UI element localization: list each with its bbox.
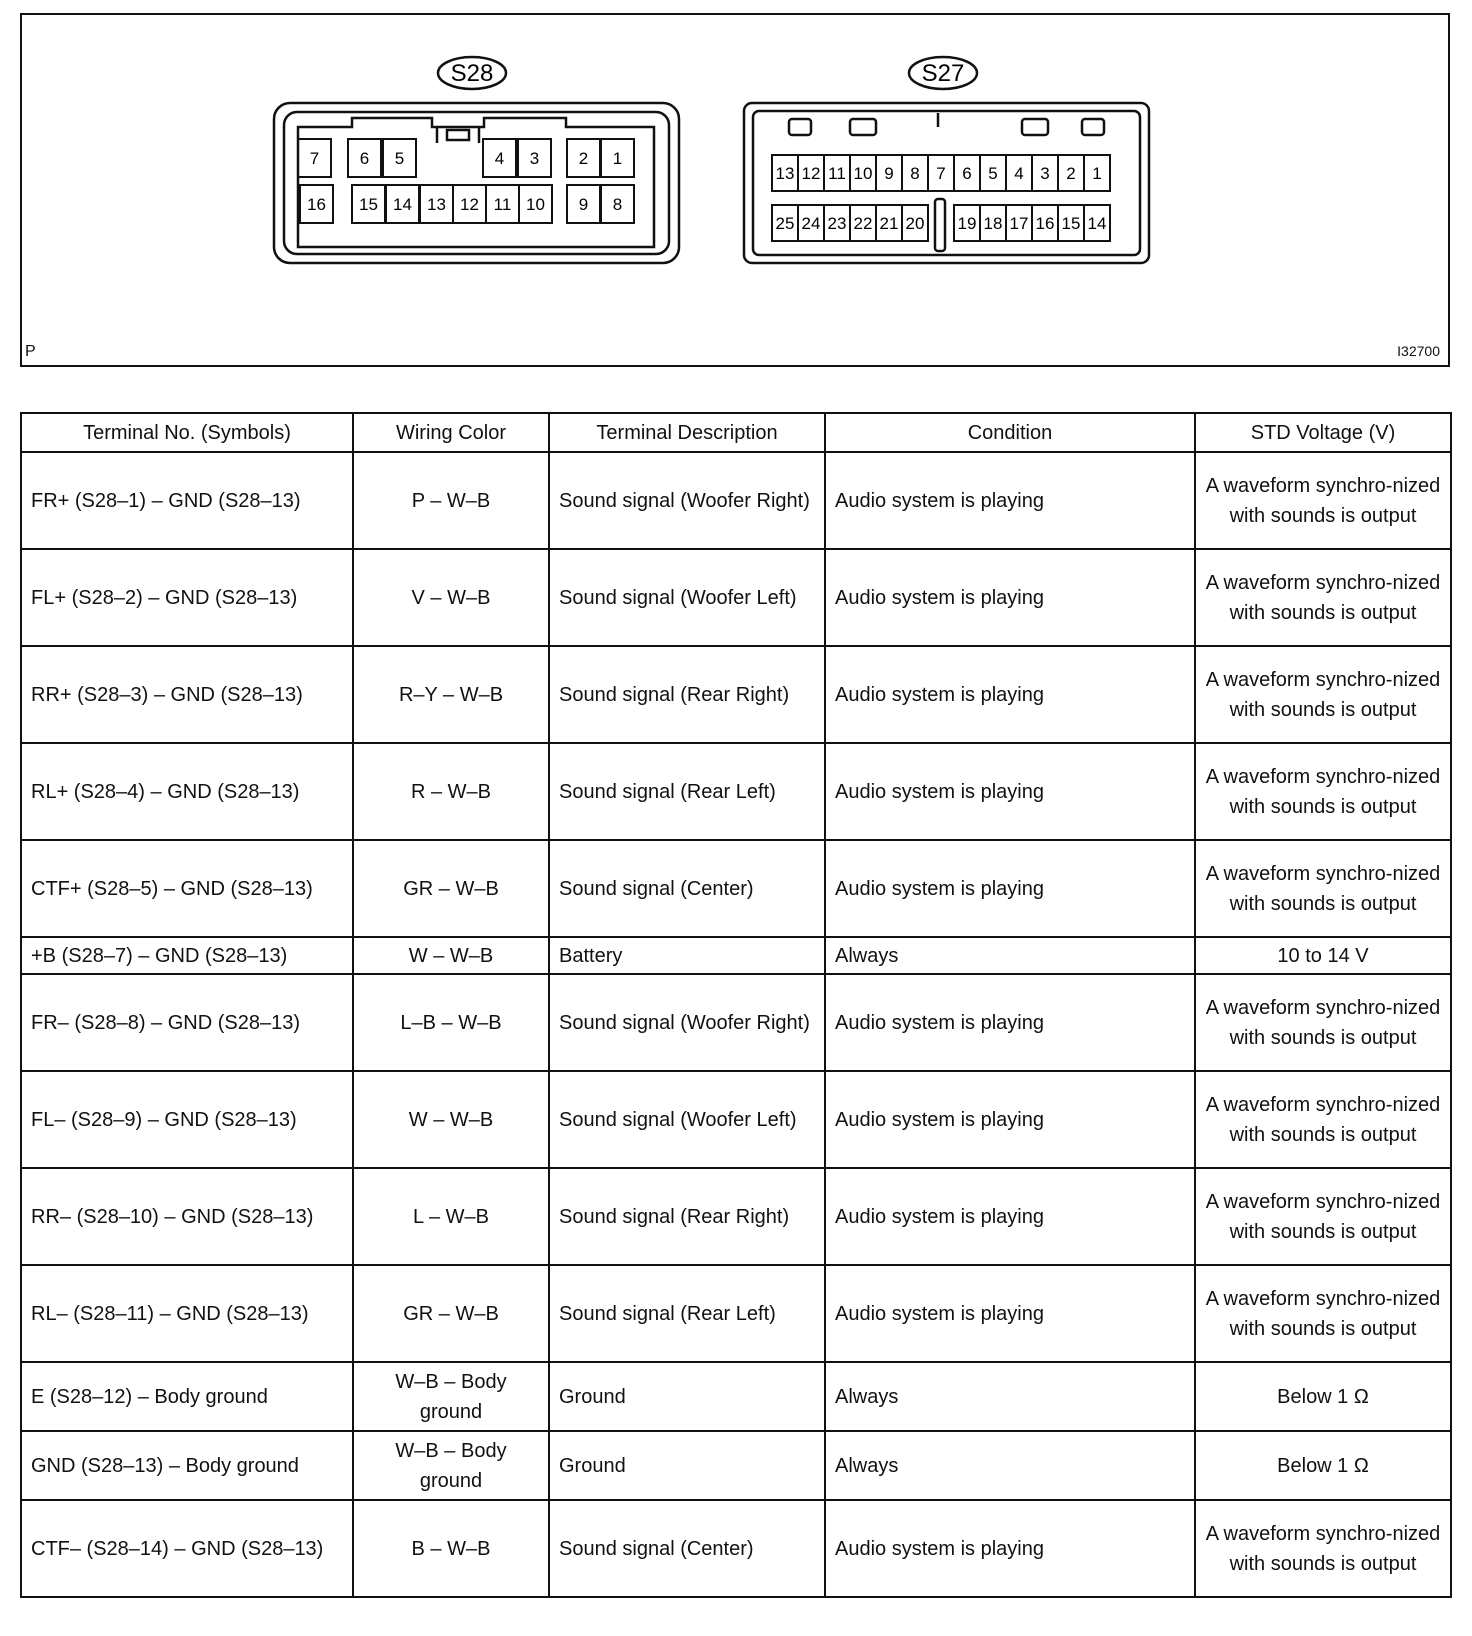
s28-pin-7 — [298, 139, 331, 177]
s27-pin-17 — [1006, 205, 1032, 241]
s27-pin-11 — [824, 155, 850, 191]
s27-pin-13 — [772, 155, 798, 191]
terminal-voltage-table — [20, 412, 1452, 1598]
header-std-voltage: STD Voltage (V) — [1195, 413, 1451, 452]
condition-cell: Audio system is playing — [825, 1265, 1195, 1362]
condition-cell: Audio system is playing — [825, 1500, 1195, 1597]
table-row — [21, 1431, 1451, 1500]
connector-diagram — [22, 15, 1448, 365]
condition-cell: Audio system is playing — [825, 974, 1195, 1071]
terminal-cell: GND (S28–13) – Body ground — [21, 1431, 353, 1500]
table-row — [21, 1265, 1451, 1362]
s27-pin-2 — [1058, 155, 1084, 191]
terminal-cell: FL– (S28–9) – GND (S28–13) — [21, 1071, 353, 1168]
description-cell: Sound signal (Woofer Right) — [549, 452, 825, 549]
s28-pin-6 — [348, 139, 381, 177]
s28-label: S28 — [450, 60, 494, 87]
pin-number: 25 — [775, 214, 795, 233]
std-voltage-cell: A waveform synchro-nized with sounds is output — [1195, 1265, 1451, 1362]
s27-pin-12 — [798, 155, 824, 191]
s28-pin-3 — [518, 139, 551, 177]
s28-inner-shell — [284, 112, 669, 254]
s27-key-2 — [850, 119, 876, 135]
pin-number: 4 — [1014, 164, 1024, 183]
wiring-color-cell: P – W–B — [353, 452, 549, 549]
wiring-color-cell: GR – W–B — [353, 840, 549, 937]
pin-number: 21 — [879, 214, 899, 233]
s28-pin-grid — [298, 139, 634, 223]
wiring-color-cell: B – W–B — [353, 1500, 549, 1597]
table-row — [21, 452, 1451, 549]
condition-cell: Audio system is playing — [825, 743, 1195, 840]
table-row — [21, 743, 1451, 840]
terminal-cell: E (S28–12) – Body ground — [21, 1362, 353, 1431]
description-cell: Ground — [549, 1362, 825, 1431]
pin-number: 9 — [578, 195, 589, 214]
pin-number: 16 — [1035, 214, 1055, 233]
wiring-color-cell: R–Y – W–B — [353, 646, 549, 743]
description-cell: Sound signal (Rear Right) — [549, 1168, 825, 1265]
pin-number: 8 — [612, 195, 623, 214]
s27-pin-3 — [1032, 155, 1058, 191]
condition-cell: Always — [825, 1431, 1195, 1500]
condition-cell: Audio system is playing — [825, 452, 1195, 549]
s28-pin-4 — [483, 139, 516, 177]
pin-number: 24 — [801, 214, 821, 233]
s27-pin-9 — [876, 155, 902, 191]
table-row — [21, 1071, 1451, 1168]
wiring-color-cell: GR – W–B — [353, 1265, 549, 1362]
s28-pin-16 — [300, 185, 333, 223]
std-voltage-cell: Below 1 Ω — [1195, 1431, 1451, 1500]
std-voltage-cell: 10 to 14 V — [1195, 937, 1451, 974]
table-row — [21, 974, 1451, 1071]
std-voltage-cell: A waveform synchro-nized with sounds is output — [1195, 1071, 1451, 1168]
s27-pin-19 — [954, 205, 980, 241]
wiring-color-cell: W – W–B — [353, 937, 549, 974]
terminal-cell: RL– (S28–11) – GND (S28–13) — [21, 1265, 353, 1362]
header-terminal-description: Terminal Description — [549, 413, 825, 452]
table-row — [21, 549, 1451, 646]
wiring-color-cell: R – W–B — [353, 743, 549, 840]
terminal-cell: FL+ (S28–2) – GND (S28–13) — [21, 549, 353, 646]
s27-pin-24 — [798, 205, 824, 241]
wiring-color-cell: W–B – Body ground — [353, 1431, 549, 1500]
description-cell: Sound signal (Rear Left) — [549, 1265, 825, 1362]
s28-pin-14 — [386, 185, 419, 223]
figure-code: I32700 — [1397, 343, 1440, 359]
std-voltage-cell: A waveform synchro-nized with sounds is output — [1195, 1500, 1451, 1597]
pin-number: 3 — [1040, 164, 1050, 183]
pin-number: 2 — [1066, 164, 1076, 183]
s27-key-4 — [1082, 119, 1104, 135]
wiring-color-cell: W – W–B — [353, 1071, 549, 1168]
s27-center-rib — [935, 199, 945, 251]
s27-outer-shell — [744, 103, 1149, 263]
pin-number: 17 — [1009, 214, 1029, 233]
std-voltage-cell: A waveform synchro-nized with sounds is output — [1195, 974, 1451, 1071]
pin-number: 11 — [493, 195, 512, 214]
std-voltage-cell: A waveform synchro-nized with sounds is output — [1195, 549, 1451, 646]
header-wiring-color: Wiring Color — [353, 413, 549, 452]
wiring-color-cell: W–B – Body ground — [353, 1362, 549, 1431]
pin-number: 7 — [936, 164, 946, 183]
pin-number: 9 — [884, 164, 894, 183]
std-voltage-cell: A waveform synchro-nized with sounds is output — [1195, 743, 1451, 840]
table-row — [21, 1500, 1451, 1597]
description-cell: Sound signal (Center) — [549, 840, 825, 937]
pin-number: 1 — [612, 149, 623, 168]
s28-pin-15 — [352, 185, 385, 223]
table-row — [21, 840, 1451, 937]
description-cell: Sound signal (Woofer Left) — [549, 549, 825, 646]
table-header-row — [21, 413, 1451, 452]
table-row — [21, 1362, 1451, 1431]
s27-pin-8 — [902, 155, 928, 191]
pin-number: 5 — [988, 164, 998, 183]
s27-pin-5 — [980, 155, 1006, 191]
s27-key-1 — [789, 119, 811, 135]
header-condition: Condition — [825, 413, 1195, 452]
wiring-color-cell: L–B – W–B — [353, 974, 549, 1071]
terminal-cell: RL+ (S28–4) – GND (S28–13) — [21, 743, 353, 840]
s27-pin-14 — [1084, 205, 1110, 241]
terminal-cell: RR+ (S28–3) – GND (S28–13) — [21, 646, 353, 743]
pin-number: 6 — [359, 149, 370, 168]
pin-number: 2 — [578, 149, 589, 168]
pin-number: 16 — [307, 195, 326, 214]
pin-number: 13 — [775, 164, 795, 183]
pin-number: 23 — [827, 214, 847, 233]
pin-number: 14 — [393, 195, 412, 214]
s28-pin-2 — [567, 139, 600, 177]
table-row — [21, 646, 1451, 743]
s28-pin-11 — [486, 185, 519, 223]
s27-pin-22 — [850, 205, 876, 241]
condition-cell: Audio system is playing — [825, 1071, 1195, 1168]
wiring-color-cell: V – W–B — [353, 549, 549, 646]
s27-pin-20 — [902, 205, 928, 241]
s27-pin-23 — [824, 205, 850, 241]
s27-pin-16 — [1032, 205, 1058, 241]
pin-number: 10 — [853, 164, 873, 183]
s27-pin-1 — [1084, 155, 1110, 191]
terminal-cell: CTF– (S28–14) – GND (S28–13) — [21, 1500, 353, 1597]
pin-number: 19 — [957, 214, 977, 233]
pin-number: 14 — [1087, 214, 1107, 233]
s28-latch — [447, 130, 469, 140]
s27-pin-7 — [928, 155, 954, 191]
std-voltage-cell: A waveform synchro-nized with sounds is output — [1195, 646, 1451, 743]
terminal-cell: FR– (S28–8) – GND (S28–13) — [21, 974, 353, 1071]
condition-cell: Audio system is playing — [825, 1168, 1195, 1265]
pin-number: 11 — [828, 164, 846, 183]
s28-pin-13 — [420, 185, 453, 223]
description-cell: Ground — [549, 1431, 825, 1500]
s27-key-3 — [1022, 119, 1048, 135]
condition-cell: Audio system is playing — [825, 646, 1195, 743]
pin-number: 3 — [529, 149, 540, 168]
s27-pin-4 — [1006, 155, 1032, 191]
s28-cavity — [298, 118, 654, 247]
description-cell: Sound signal (Woofer Right) — [549, 974, 825, 1071]
pin-number: 15 — [359, 195, 378, 214]
condition-cell: Always — [825, 1362, 1195, 1431]
table-row — [21, 937, 1451, 974]
terminal-cell: +B (S28–7) – GND (S28–13) — [21, 937, 353, 974]
terminal-cell: FR+ (S28–1) – GND (S28–13) — [21, 452, 353, 549]
pin-number: 1 — [1092, 164, 1102, 183]
s27-pin-15 — [1058, 205, 1084, 241]
description-cell: Sound signal (Woofer Left) — [549, 1071, 825, 1168]
std-voltage-cell: A waveform synchro-nized with sounds is output — [1195, 1168, 1451, 1265]
pin-number: 13 — [427, 195, 446, 214]
s27-pin-25 — [772, 205, 798, 241]
table-row — [21, 1168, 1451, 1265]
terminal-cell: RR– (S28–10) – GND (S28–13) — [21, 1168, 353, 1265]
pin-number: 18 — [983, 214, 1003, 233]
s28-pin-9 — [567, 185, 600, 223]
pin-number: 20 — [905, 214, 925, 233]
condition-cell: Always — [825, 937, 1195, 974]
std-voltage-cell: A waveform synchro-nized with sounds is output — [1195, 840, 1451, 937]
s28-pin-10 — [519, 185, 552, 223]
panel-corner-label: P — [25, 343, 36, 360]
pin-number: 5 — [394, 149, 405, 168]
connector-diagram-panel — [20, 13, 1450, 367]
s28-pin-8 — [601, 185, 634, 223]
pin-number: 15 — [1061, 214, 1081, 233]
pin-number: 12 — [801, 164, 821, 183]
description-cell: Sound signal (Rear Right) — [549, 646, 825, 743]
pin-number: 22 — [853, 214, 873, 233]
std-voltage-cell: Below 1 Ω — [1195, 1362, 1451, 1431]
pin-number: 7 — [309, 149, 320, 168]
std-voltage-cell: A waveform synchro-nized with sounds is output — [1195, 452, 1451, 549]
description-cell: Sound signal (Center) — [549, 1500, 825, 1597]
pin-number: 4 — [494, 149, 505, 168]
s27-pin-18 — [980, 205, 1006, 241]
s27-pin-6 — [954, 155, 980, 191]
description-cell: Battery — [549, 937, 825, 974]
s28-pin-1 — [601, 139, 634, 177]
pin-number: 8 — [910, 164, 920, 183]
s27-pin-10 — [850, 155, 876, 191]
s28-pin-12 — [453, 185, 486, 223]
s28-pin-5 — [383, 139, 416, 177]
pin-number: 10 — [526, 195, 545, 214]
condition-cell: Audio system is playing — [825, 840, 1195, 937]
pin-number: 12 — [460, 195, 479, 214]
s27-label: S27 — [921, 60, 965, 87]
condition-cell: Audio system is playing — [825, 549, 1195, 646]
wiring-color-cell: L – W–B — [353, 1168, 549, 1265]
description-cell: Sound signal (Rear Left) — [549, 743, 825, 840]
terminal-cell: CTF+ (S28–5) – GND (S28–13) — [21, 840, 353, 937]
s27-pin-21 — [876, 205, 902, 241]
header-terminal: Terminal No. (Symbols) — [21, 413, 353, 452]
pin-number: 6 — [962, 164, 972, 183]
